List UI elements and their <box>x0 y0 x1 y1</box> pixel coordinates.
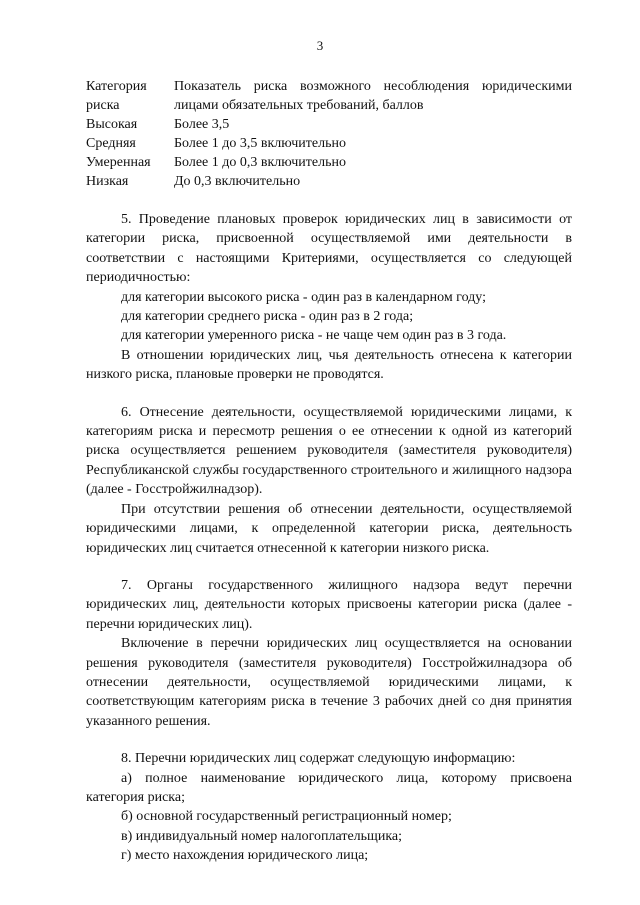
list-item: в) индивидуальный номер налогоплательщика; <box>121 828 403 844</box>
list-item: для категории высокого риска - один раз в календарном году; <box>121 289 487 305</box>
table-row-category: Умеренная <box>86 155 151 170</box>
section-5 <box>86 210 572 385</box>
paragraph: 5. Проведение плановых проверок юридических лиц в зависимости от категории риска, присвоенной осуществляемой ими деятельности в соответствии с настоящими Критериями, осуществляется со следующей периодичностью: <box>86 212 572 286</box>
list-item: для категории умеренного риска - не чаще чем один раз в 3 года. <box>121 328 507 344</box>
paragraph: 6. Отнесение деятельности, осуществляемой юридическими лицами, к категориям риска и пересмотр решения о ее отнесении к одной из категорий риска осуществляется решением руководителя (заместителя руководителя) Республиканской службы государственного строительного и жилищного надзора (далее - Госстройжилнадзор). <box>86 404 572 498</box>
table-row-value: До 0,3 включительно <box>174 174 301 189</box>
document-body <box>86 77 572 866</box>
table-row-value: Более 3,5 <box>174 117 230 132</box>
list-item: г) место нахождения юридического лица; <box>121 848 369 864</box>
section-7 <box>86 576 572 731</box>
paragraph: При отсутствии решения об отнесении деятельности, осуществляемой юридическими лицами, к определенной категории риска, деятельность юридических лиц считается отнесенной к категории низкого риска. <box>86 501 572 556</box>
list-item: для категории среднего риска - один раз в 2 года; <box>121 309 414 325</box>
paragraph: Включение в перечни юридических лиц осуществляется на основании решения руководителя (заместителя руководителя) Госстройжилнадзора об отнесении деятельности, осуществляемой юридическими лицами, к соответствующим категориям риска в течение 3 рабочих дней со дня принятия указанного решения. <box>86 636 572 729</box>
risk-category-table <box>86 77 572 191</box>
table-row-category: Средняя <box>86 136 136 151</box>
list-item: б) основной государственный регистрационный номер; <box>121 809 452 825</box>
paragraph: В отношении юридических лиц, чья деятельность отнесена к категории низкого риска, плановые проверки не проводятся. <box>86 347 572 383</box>
table-header-category: Категория риска <box>86 79 147 113</box>
section-8 <box>86 749 572 865</box>
table-row-value: Более 1 до 3,5 включительно <box>174 136 346 151</box>
table-row-category: Высокая <box>86 117 138 132</box>
list-item: а) полное наименование юридического лица, которому присвоена категория риска; <box>86 770 572 805</box>
paragraph: 8. Перечни юридических лиц содержат следующую информацию: <box>121 751 516 767</box>
section-6 <box>86 403 572 558</box>
paragraph: 7. Органы государственного жилищного надзора ведут перечни юридических лиц, деятельности которых присвоены категории риска (далее - перечни юридических лиц). <box>86 577 572 632</box>
table-header-value: Показатель риска возможного несоблюдения юридическими лицами обязательных требований, баллов <box>174 79 572 113</box>
table-row-category: Низкая <box>86 174 129 189</box>
table-row-value: Более 1 до 0,3 включительно <box>174 155 346 170</box>
page-number: 3 <box>316 38 324 53</box>
